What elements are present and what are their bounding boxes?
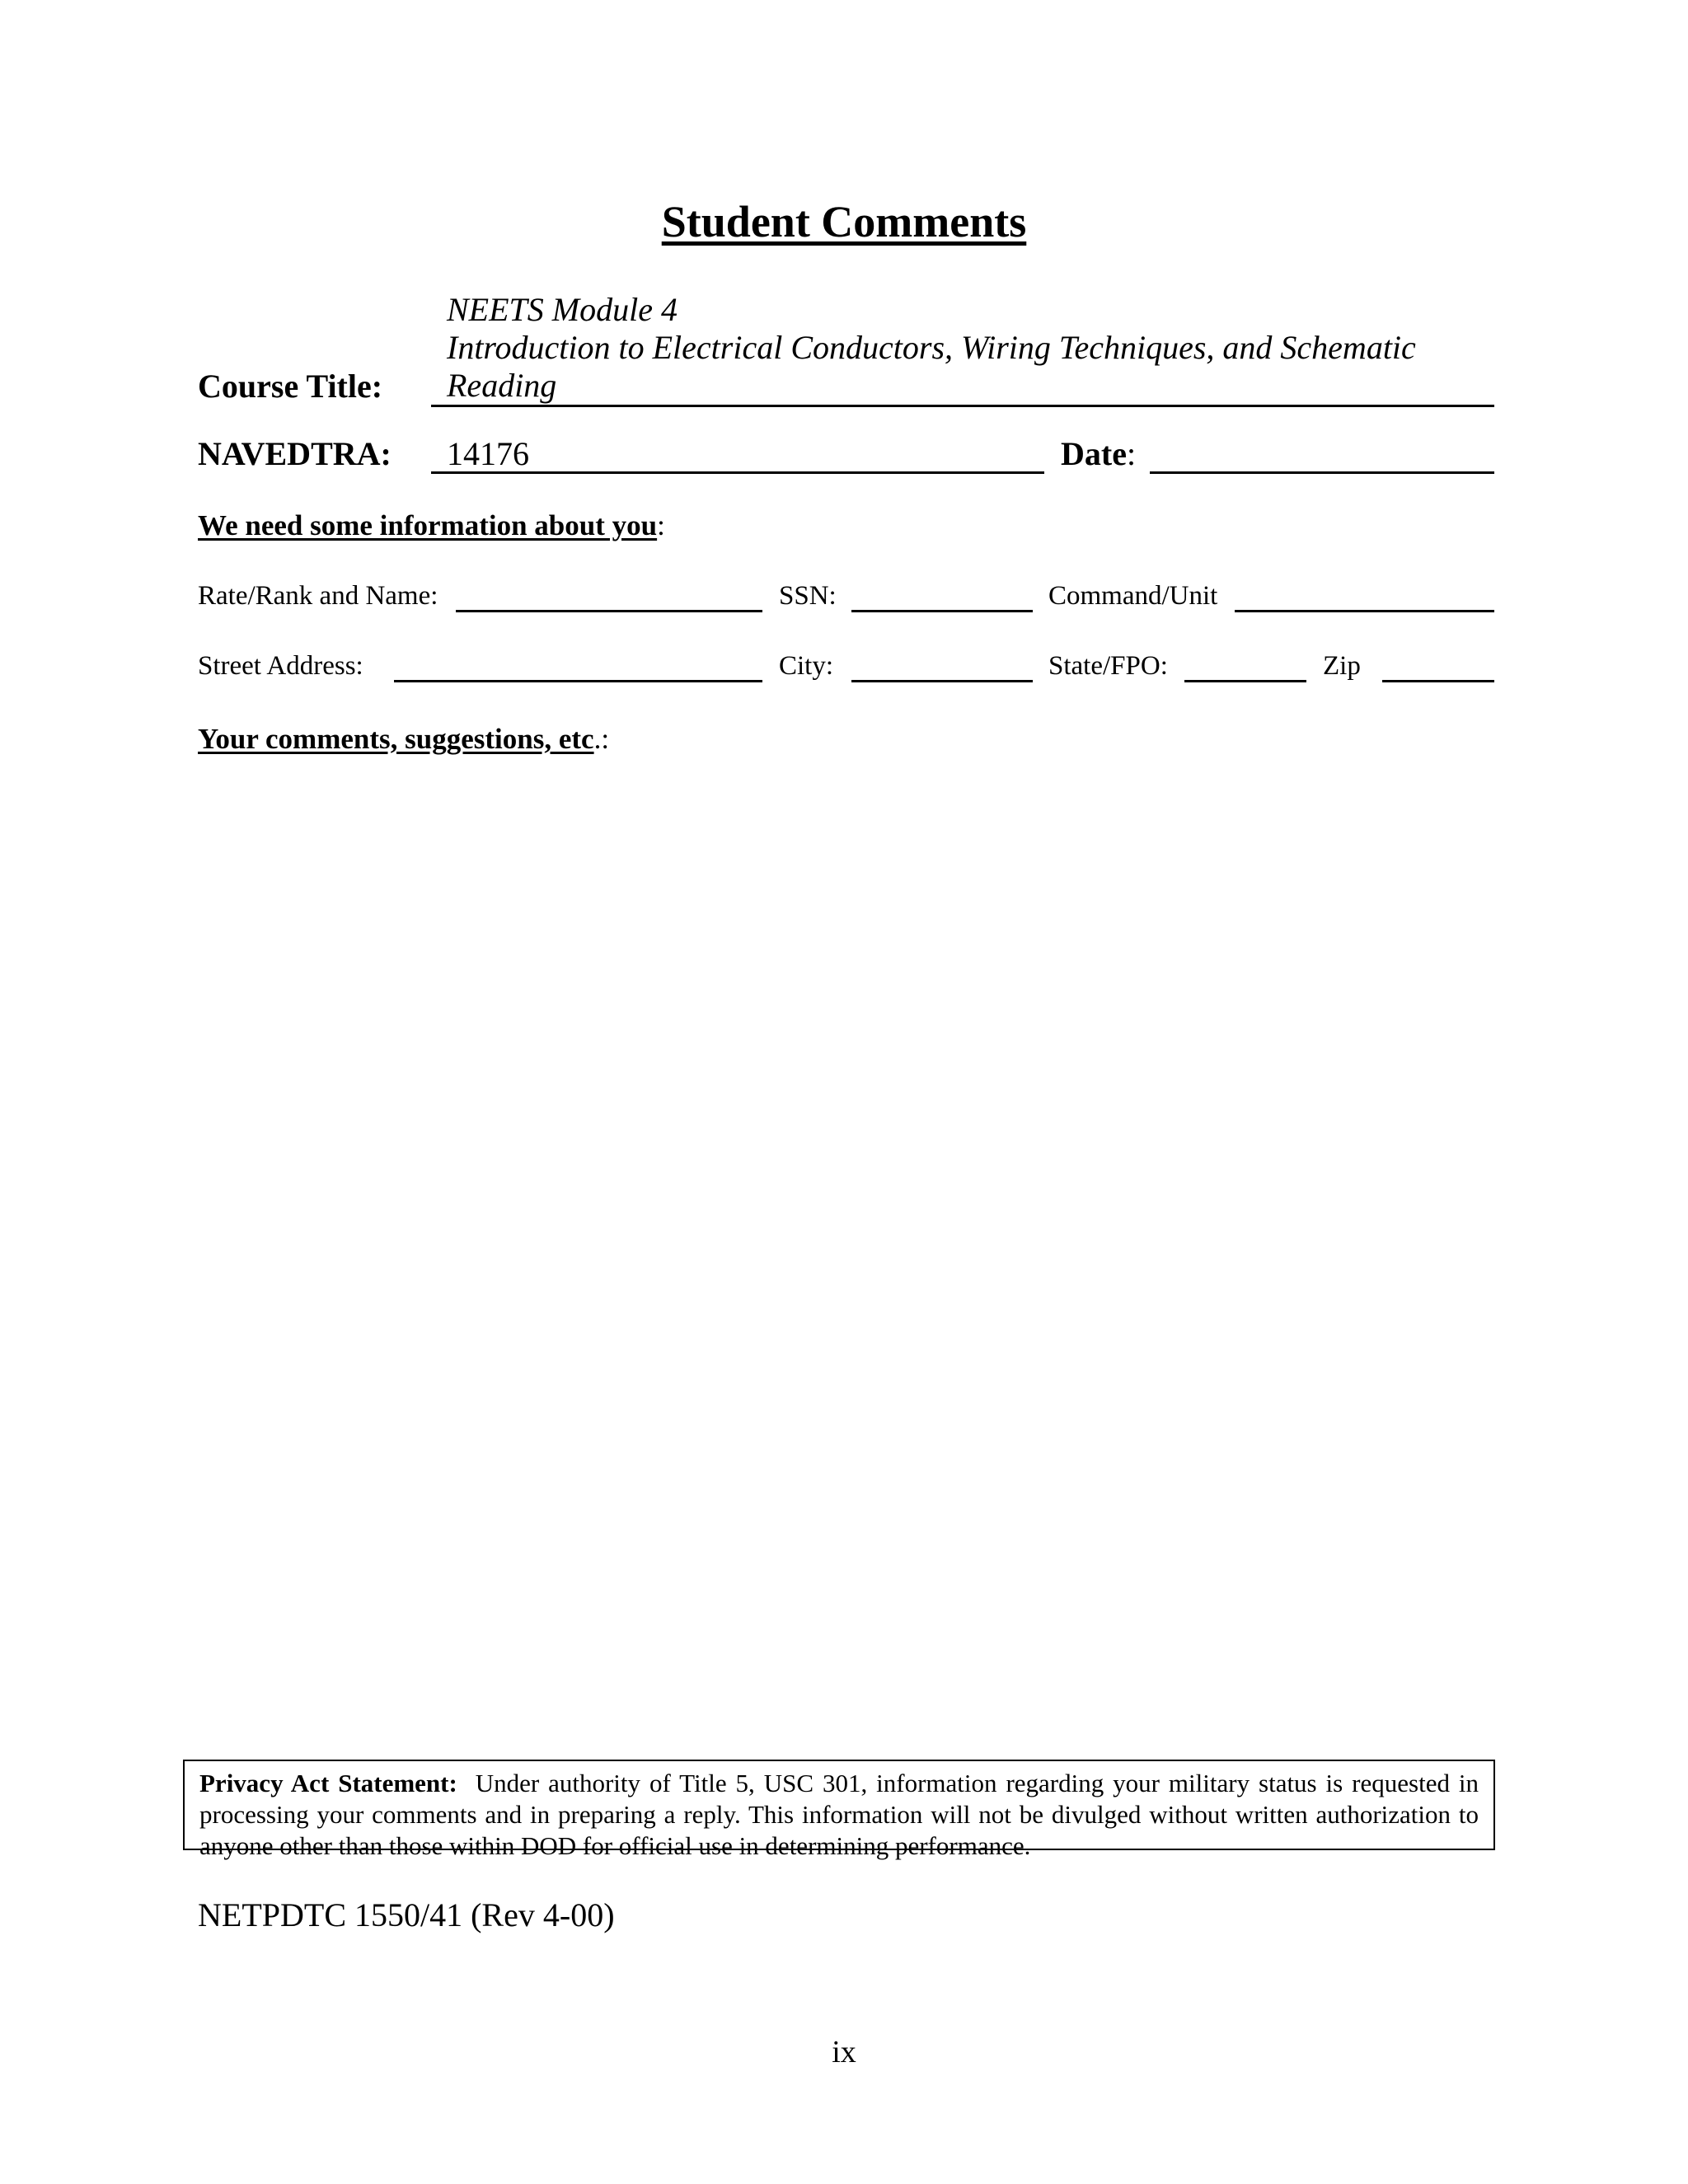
course-title-label: Course Title: [198, 368, 383, 405]
course-title-line-1: NEETS Module 4 [447, 291, 678, 328]
city-label: City: [779, 651, 834, 681]
privacy-act-label: Privacy Act Statement: [199, 1769, 457, 1797]
navedtra-label: NAVEDTRA: [198, 435, 392, 472]
comments-section-heading-text: Your comments, suggestions, etc [198, 723, 594, 755]
navedtra-value: 14176 [447, 435, 529, 472]
comments-section-heading [198, 723, 609, 756]
privacy-act-text: Under authority of Title 5, USC 301, information regarding your military status is requested in processing your comments and in preparing a reply. This information will not be divulged without written authorization to anyone other than those within DOD for official use in determining performance. [199, 1769, 1479, 1860]
rate-rank-name-field-line[interactable] [456, 610, 762, 612]
course-title-line-3: Reading [447, 367, 557, 404]
street-address-label: Street Address: [198, 651, 363, 681]
date-label: Date [1061, 435, 1127, 472]
form-identifier: NETPDTC 1550/41 (Rev 4-00) [198, 1896, 615, 1933]
course-title-field-line[interactable] [431, 405, 1494, 407]
ssn-label: SSN: [779, 581, 837, 611]
zip-field-line[interactable] [1382, 680, 1494, 682]
page-number: ix [832, 2035, 856, 2069]
info-section-heading-text: We need some information about you [198, 509, 658, 541]
date-field-line[interactable] [1150, 471, 1494, 474]
comments-area[interactable] [198, 771, 1494, 1735]
date-label-colon: : [1126, 435, 1137, 472]
command-unit-label: Command/Unit [1048, 581, 1218, 611]
page-title: Student Comments [661, 197, 1027, 246]
ssn-field-line[interactable] [851, 610, 1033, 612]
state-fpo-field-line[interactable] [1184, 680, 1306, 682]
navedtra-field-line[interactable] [431, 471, 1044, 474]
comments-section-heading-suffix: .: [593, 723, 610, 755]
course-title-line-2: Introduction to Electrical Conductors, Wiring Techniques, and Schematic [447, 329, 1416, 366]
privacy-act-box [183, 1760, 1495, 1860]
state-fpo-label: State/FPO: [1048, 651, 1168, 681]
city-field-line[interactable] [851, 680, 1033, 682]
zip-label: Zip [1323, 651, 1361, 681]
rate-rank-name-label: Rate/Rank and Name: [198, 581, 438, 611]
street-address-field-line[interactable] [394, 680, 762, 682]
info-section-heading [198, 509, 665, 542]
date-label-group [1061, 434, 1136, 473]
command-unit-field-line[interactable] [1235, 610, 1494, 612]
info-section-heading-colon: : [657, 509, 665, 541]
